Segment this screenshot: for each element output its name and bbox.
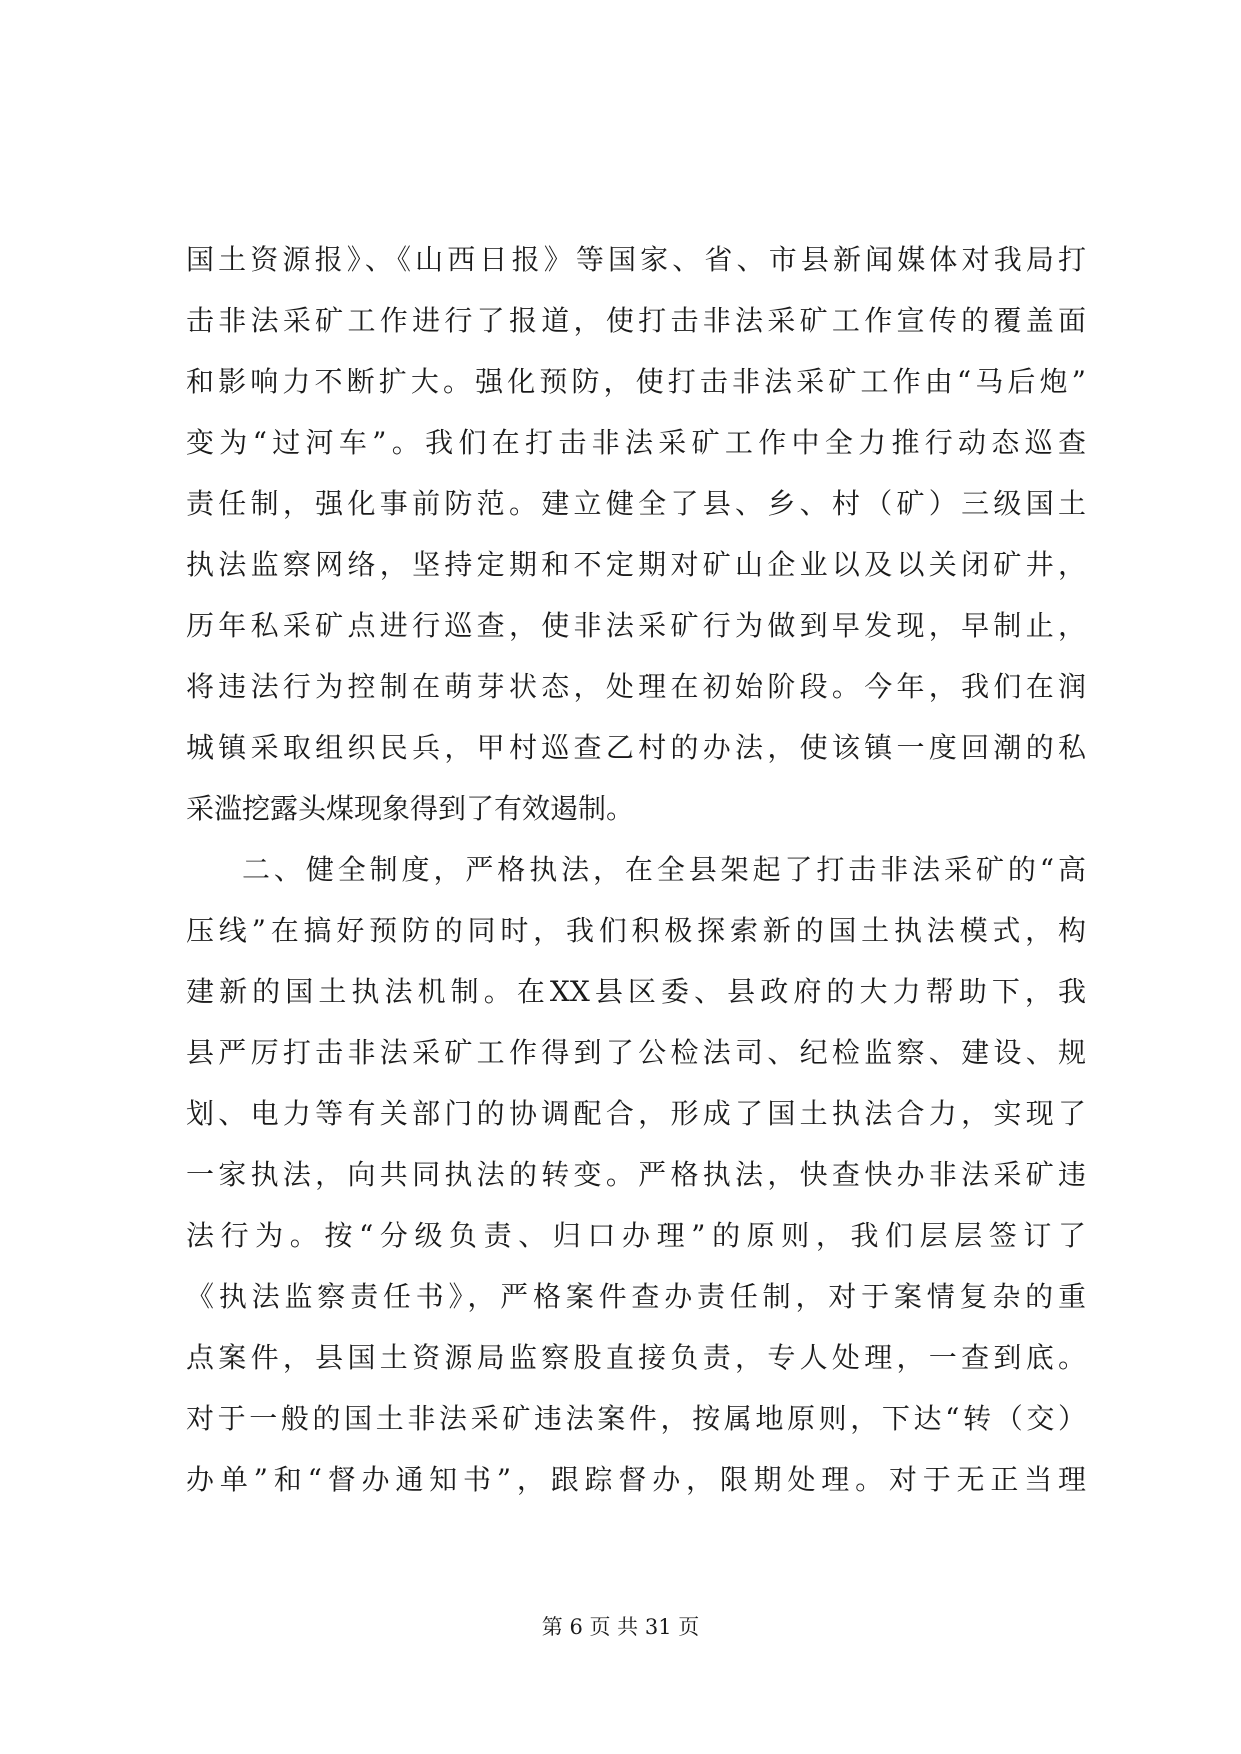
text-line: 县严厉打击非法采矿工作得到了公检法司、纪检监察、建设、规: [186, 1036, 1086, 1069]
text-line: 建新的国土执法机制。在XX县区委、县政府的大力帮助下，我: [186, 975, 1086, 1008]
text-line: 采滥挖露头煤现象得到了有效遏制。: [186, 792, 635, 825]
text-line: 变为“过河车”。我们在打击非法采矿工作中全力推行动态巡查: [186, 426, 1086, 459]
text-line: 责任制，强化事前防范。建立健全了县、乡、村（矿）三级国土: [186, 487, 1086, 520]
text-line: 法行为。按“分级负责、归口办理”的原则，我们层层签订了: [186, 1219, 1086, 1252]
text-line: 国土资源报》、《山西日报》等国家、省、市县新闻媒体对我局打: [186, 243, 1086, 276]
text-line: 划、电力等有关部门的协调配合，形成了国土执法合力，实现了: [186, 1097, 1086, 1130]
paragraph-heading-line: 二、健全制度，严格执法，在全县架起了打击非法采矿的“高: [242, 853, 1086, 886]
text-line: 击非法采矿工作进行了报道，使打击非法采矿工作宣传的覆盖面: [186, 304, 1086, 337]
text-line: 对于一般的国土非法采矿违法案件，按属地原则，下达“转（交）: [186, 1402, 1086, 1435]
page-number-footer: 第 6 页 共 31 页: [541, 1615, 700, 1639]
text-line: 将违法行为控制在萌芽状态，处理在初始阶段。今年，我们在润: [186, 670, 1086, 703]
text-line: 城镇采取组织民兵，甲村巡查乙村的办法，使该镇一度回潮的私: [186, 731, 1086, 764]
text-line: 和影响力不断扩大。强化预防，使打击非法采矿工作由“马后炮”: [186, 365, 1086, 398]
text-line: 办单”和“督办通知书”，跟踪督办，限期处理。对于无正当理: [186, 1463, 1086, 1496]
document-body: [186, 229, 1086, 1510]
text-line: 压线”在搞好预防的同时，我们积极探索新的国土执法模式，构: [186, 914, 1086, 947]
text-line: 《执法监察责任书》，严格案件查办责任制，对于案情复杂的重: [186, 1280, 1086, 1313]
text-line: 执法监察网络，坚持定期和不定期对矿山企业以及以关闭矿井，: [186, 548, 1086, 581]
text-line: 一家执法，向共同执法的转变。严格执法，快查快办非法采矿违: [186, 1158, 1086, 1191]
text-line: 点案件，县国土资源局监察股直接负责，专人处理，一查到底。: [186, 1341, 1086, 1374]
text-line: 历年私采矿点进行巡查，使非法采矿行为做到早发现，早制止，: [186, 609, 1086, 642]
